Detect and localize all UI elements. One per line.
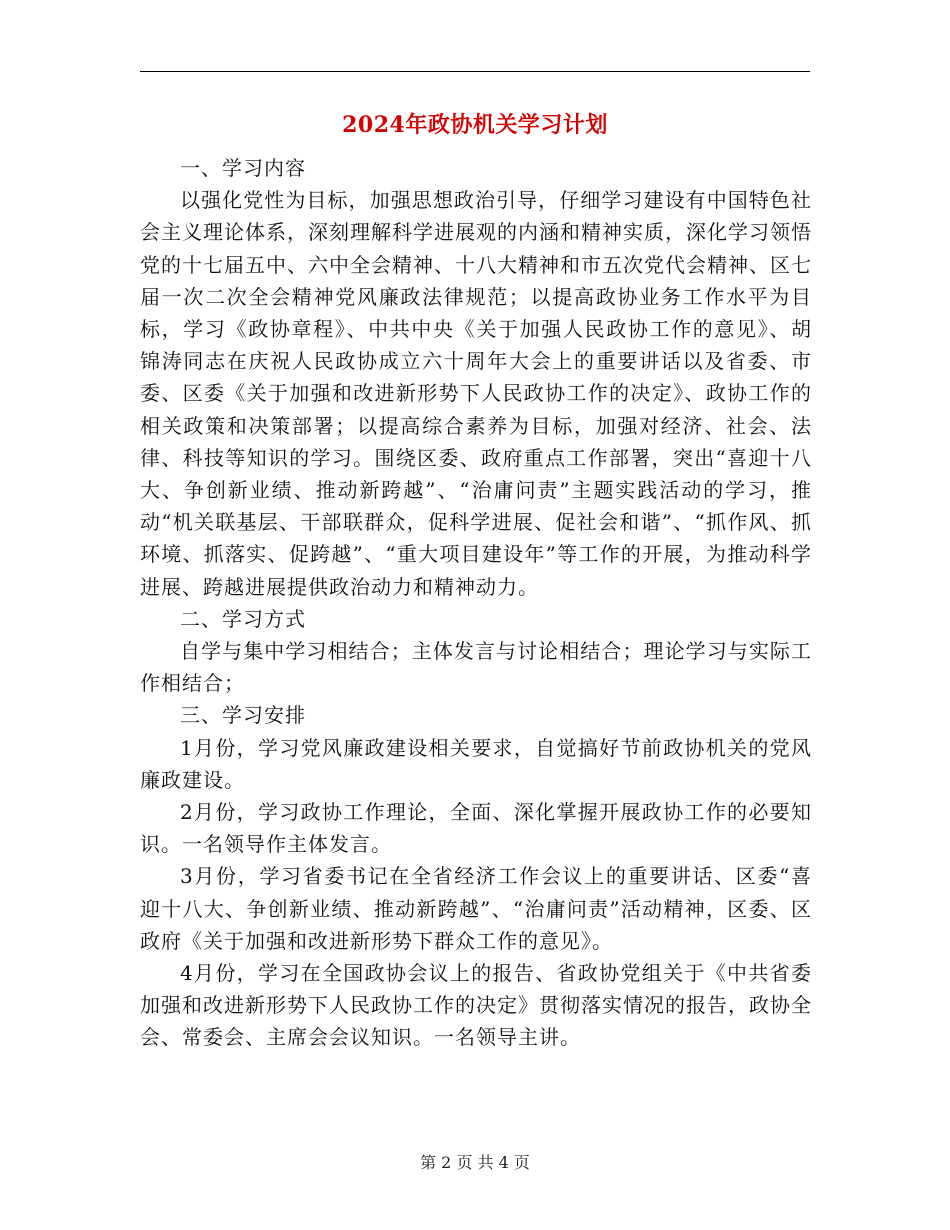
- document-title: 2024年政协机关学习计划: [342, 112, 608, 138]
- page-number: 第 2 页 共 4 页: [420, 1153, 530, 1172]
- paragraph-april: 4月份，学习在全国政协会议上的报告、省政协党组关于《中共省委加强和改进新形势下人民政协工作的决定》贯彻落实情况的报告，政协全会、常委会、主席会会议知识。一名领导主讲。: [140, 961, 812, 1050]
- paragraph-march: 3月份，学习省委书记在全省经济工作会议上的重要讲话、区委“喜迎十八大、争创新业绩、推动新跨越”、“治庸问责”活动精神，区委、区政府《关于加强和改进新形势下群众工作的意见》。: [140, 864, 812, 953]
- header-rule: [140, 71, 810, 72]
- paragraph-content: 以强化党性为目标，加强思想政治引导，仔细学习建设有中国特色社会主义理论体系，深刻理解科学进展观的内涵和精神实质，深化学习领悟党的十七届五中、六中全会精神、十八大精神和市五次党代会精神、区七届一次二次全会精神党风廉政法律规范；以提高政协业务工作水平为目标，学习《政协章程》、中共中央《关于加强人民政协工作的意见》、胡锦涛同志在庆祝人民政协成立六十周年大会上的重要讲话以及省委、市委、区委《关于加强和改进新形势下人民政协工作的决定》、政协工作的相关政策和决策部署；以提高综合素养为目标，加强对经济、社会、法律、科技等知识的学习。围绕区委、政府重点工作部署，突出“喜迎十八大、争创新业绩、推动新跨越”、“治庸问责”主题实践活动的学习，推动“机关联基层、干部联群众，促科学进展、促社会和谐”、“抓作风、抓环境、抓落实、促跨越”、“重大项目建设年”等工作的开展，为推动科学进展、跨越进展提供政治动力和精神动力。: [140, 188, 812, 599]
- paragraph-february: 2月份，学习政协工作理论，全面、深化掌握开展政协工作的必要知识。一名领导作主体发言。: [140, 800, 812, 857]
- section-heading-schedule: 三、学习安排: [180, 703, 306, 728]
- document-body: [140, 152, 812, 1054]
- section-heading-content: 一、学习内容: [180, 156, 306, 180]
- paragraph-method: 自学与集中学习相结合；主体发言与讨论相结合；理论学习与实际工作相结合；: [140, 639, 812, 696]
- paragraph-january: 1月份，学习党风廉政建设相关要求，自觉搞好节前政协机关的党风廉政建设。: [140, 735, 812, 792]
- section-heading-method: 二、学习方式: [180, 606, 306, 631]
